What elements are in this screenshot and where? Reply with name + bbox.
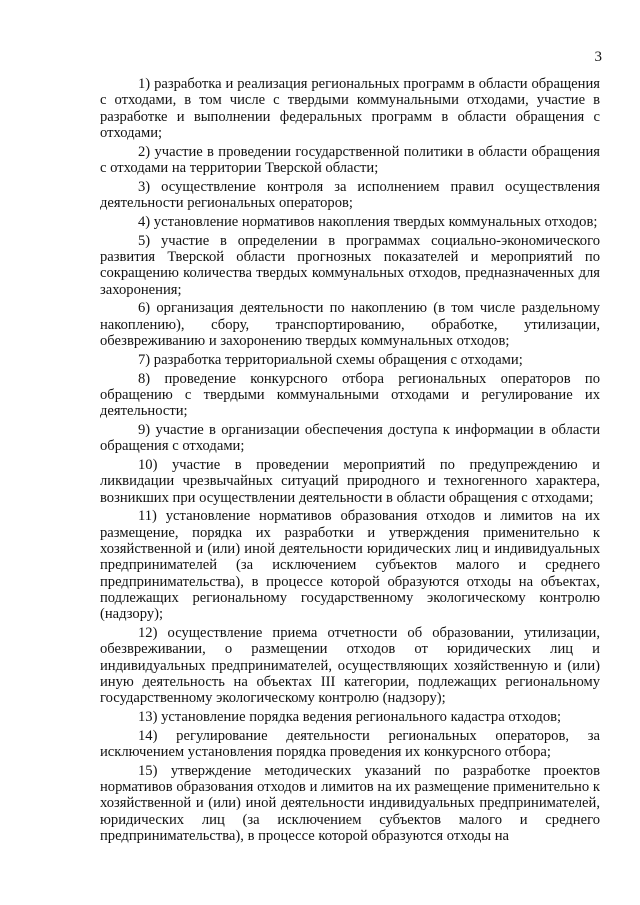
page-number: 3 xyxy=(594,49,602,65)
list-item-15: 15) утверждение методических указаний по разработке проектов нормативов образования отходов и лимитов на их размещение применительно к хозяйственной и (или) иной деятельности индивидуальных предпринимателей, юридических лиц (за исключением субъектов малого и среднего предпринимательства), в процессе которой образуются отходы на xyxy=(100,762,600,845)
list-item-4: 4) установление нормативов накопления твердых коммунальных отходов; xyxy=(138,213,598,230)
list-item-6: 6) организация деятельности по накоплению (в том числе раздельному накоплению), сбору, транспортированию, обработке, утилизации, обезвреживанию и захоронению твердых коммунальных отходов; xyxy=(100,300,600,349)
list-item-5: 5) участие в определении в программах социально-экономического развития Тверской области прогнозных показателей и мероприятий по сокращению количества твердых коммунальных отходов, предназначенных для захоронения; xyxy=(100,232,600,298)
list-item-12: 12) осуществление приема отчетности об образовании, утилизации, обезвреживании, о размещении отходов от юридических лиц и индивидуальных предпринимателей, осуществляющих хозяйственную и (или) иную деятельность на объектах III категории, подлежащих региональному государственному экологическому контролю (надзору); xyxy=(100,625,600,707)
list-item-7: 7) разработка территориальной схемы обращения с отходами; xyxy=(138,351,523,368)
list-item-13: 13) установление порядка ведения регионального кадастра отходов; xyxy=(138,708,562,725)
list-item-14: 14) регулирование деятельности региональных операторов, за исключением установления порядка проведения их конкурсного отбора; xyxy=(100,727,600,761)
list-item-11: 11) установление нормативов образования отходов и лимитов на их размещение, порядка их разработки и утверждения применительно к хозяйственной и (или) иной деятельности юридических лиц и индивидуальных предпринимателей (за исключением субъектов малого и среднего предпринимательства), в процессе которой образуются отходы на объектах, подлежащих региональному государственному экологическому контролю (надзору); xyxy=(100,508,600,623)
list-item-10: 10) участие в проведении мероприятий по предупреждению и ликвидации чрезвычайных ситуаций природного и техногенного характера, возникших при осуществлении деятельности в области обращения с отходами; xyxy=(100,457,600,506)
list-item-1: 1) разработка и реализация региональных программ в области обращения с отходами, в том числе с твердыми коммунальными отходами, участие в разработке и выполнении федеральных программ в области обращения с отходами; xyxy=(100,76,600,141)
list-item-8: 8) проведение конкурсного отбора региональных операторов по обращению с твердыми коммунальными отходами и регулирование их деятельности; xyxy=(100,370,600,420)
list-item-3: 3) осуществление контроля за исполнением правил осуществления деятельности региональных операторов; xyxy=(100,178,600,212)
list-item-9: 9) участие в организации обеспечения доступа к информации в области обращения с отходами; xyxy=(100,421,600,455)
document-body xyxy=(100,76,600,847)
list-item-2: 2) участие в проведении государственной политики в области обращения с отходами на территории Тверской области; xyxy=(100,143,600,176)
